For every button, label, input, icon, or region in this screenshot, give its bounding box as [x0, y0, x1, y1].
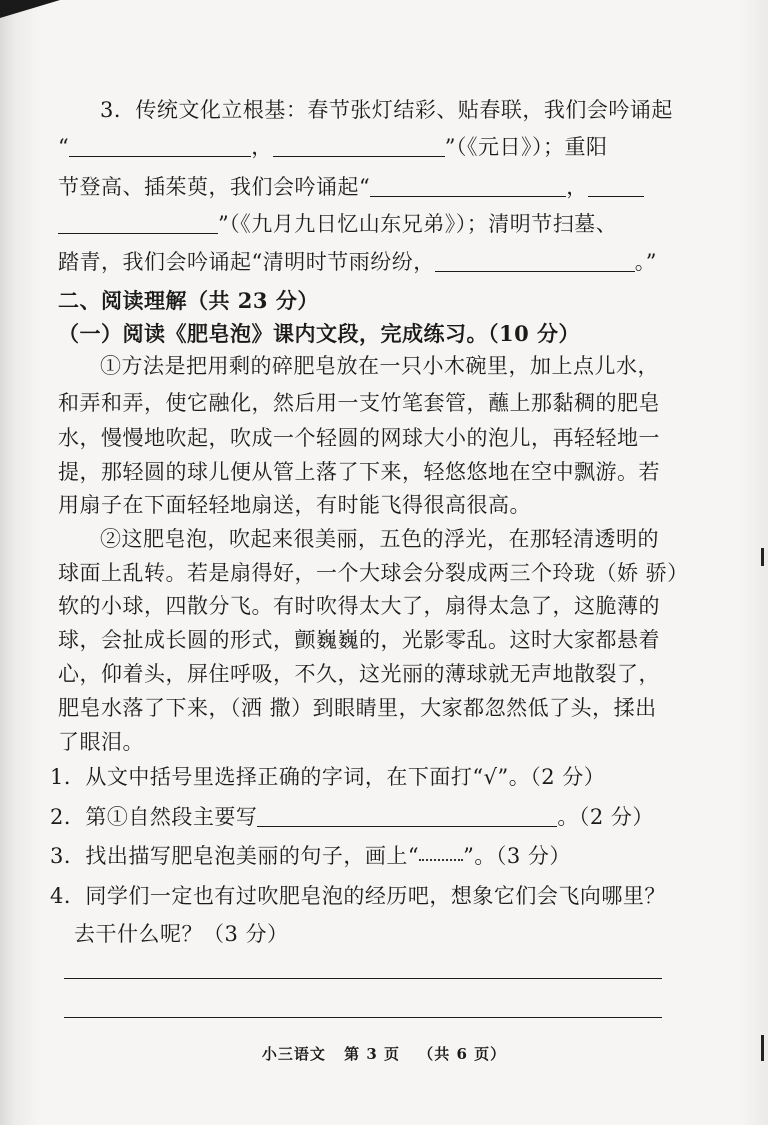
passage-line: 用扇子在下面轻轻地扇送，有时能飞得很高很高。: [58, 493, 531, 517]
answer-blank[interactable]: [588, 176, 644, 197]
section-title: 二、阅读理解（共 23 分）: [58, 288, 319, 313]
passage-line: 提，那轻圆的球儿便从管上落了下来，轻悠悠地在空中飘游。若: [58, 460, 660, 484]
passage-line: 肥皂水落了下来，（洒 撒）到眼睛里，大家都忽然低了头，揉出: [58, 696, 657, 720]
answer-blank[interactable]: [370, 176, 566, 197]
q3-line-5-text: 踏青，我们会吟诵起“清明时节雨纷纷，: [58, 250, 435, 274]
q3-line-5: [58, 246, 657, 276]
q3-line-2-tail: ”（《元日》）；重阳: [444, 135, 608, 159]
passage-line: 心，仰着头，屏住呼吸，不久，这光丽的薄球就无声地散裂了，: [58, 662, 660, 686]
passage-line: 软的小球，四散分飞。有时吹得太大了，扇得太急了，这脆薄的: [58, 594, 660, 618]
quote-open: “: [58, 135, 70, 159]
q3-line-4-text: ”（《九月九日忆山东兄弟》）；清明节扫墓、: [218, 212, 618, 236]
question-3-text: 3．找出描写肥皂泡美丽的句子，画上“: [50, 844, 420, 868]
question-2-score: 。（2 分）: [557, 805, 654, 829]
passage-line: 了眼泪。: [58, 730, 144, 754]
q3-line-1: 3．传统文化立根基：春节张灯结彩、贴春联，我们会吟诵起: [100, 98, 673, 122]
q3-line-5-end: 。”: [634, 250, 657, 274]
q3-line-3-text: 节登高、插茱萸，我们会吟诵起“: [58, 175, 371, 199]
passage-line: 水，慢慢地吹起，吹成一个轻圆的网球大小的泡儿，再轻轻地一: [58, 426, 660, 450]
question-2-text: 2．第①自然段主要写: [50, 805, 258, 829]
comma: ，: [566, 175, 588, 199]
answer-line[interactable]: [64, 1017, 662, 1018]
answer-blank[interactable]: [435, 251, 635, 272]
q3-line-3: [58, 171, 644, 201]
page-footer: [0, 1043, 768, 1064]
q3-line-4: [58, 208, 617, 238]
answer-line[interactable]: [64, 978, 662, 979]
corner-mark: [0, 0, 60, 18]
answer-blank[interactable]: [257, 806, 557, 827]
edge-mark: [761, 548, 764, 566]
comma: ，: [251, 135, 273, 159]
q3-line-2: [58, 131, 608, 161]
footer-subject: 小三语文: [261, 1045, 326, 1063]
answer-blank[interactable]: [273, 136, 445, 157]
question-1: 1．从文中括号里选择正确的字词，在下面打“√”。（2 分）: [50, 765, 606, 789]
question-4-line-2: 去干什么呢？（3 分）: [74, 922, 289, 946]
question-4-line-1: 4．同学们一定也有过吹肥皂泡的经历吧，想象它们会飞向哪里？: [50, 884, 666, 908]
question-3: [50, 840, 571, 870]
answer-blank[interactable]: [69, 136, 251, 157]
wavy-underline-mark: [419, 845, 463, 861]
question-2: [50, 801, 654, 831]
section-subtitle: （一）阅读《肥皂泡》课内文段，完成练习。（10 分）: [58, 321, 581, 346]
answer-blank[interactable]: [58, 213, 218, 234]
passage-line: ②这肥皂泡，吹起来很美丽，五色的浮光，在那轻清透明的: [100, 527, 659, 551]
passage-line: 球面上乱转。若是扇得好，一个大球会分裂成两三个玲珑（娇 骄）: [58, 561, 689, 585]
passage-line: ①方法是把用剩的碎肥皂放在一只小木碗里，加上点儿水，: [100, 354, 659, 378]
footer-page-number: 第 3 页: [344, 1045, 400, 1063]
question-3-score: ”。（3 分）: [463, 844, 571, 868]
passage-line: 球，会扯成长圆的形式，颤巍巍的，光影零乱。这时大家都悬着: [58, 628, 660, 652]
passage-line: 和弄和弄，使它融化，然后用一支竹笔套管，蘸上那黏稠的肥皂: [58, 391, 660, 415]
footer-total-pages: （共 6 页）: [418, 1045, 507, 1063]
